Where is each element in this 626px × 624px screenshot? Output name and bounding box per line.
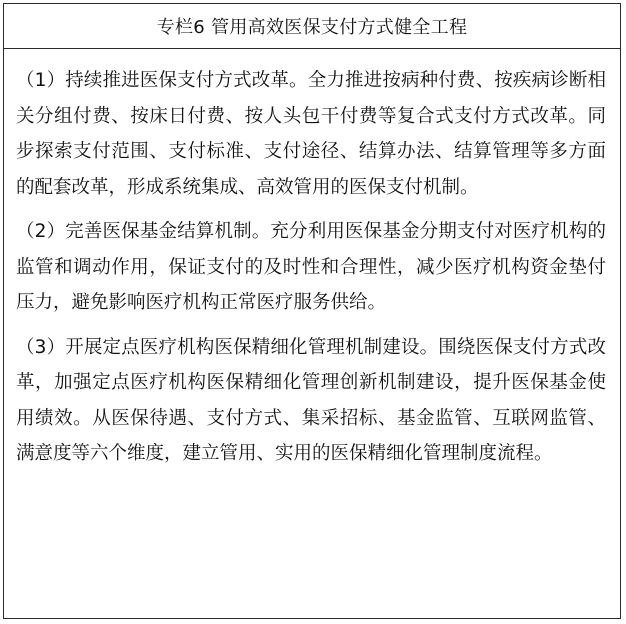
column-box: [3, 3, 621, 619]
box-content: [4, 49, 620, 472]
paragraph-1: （1）持续推进医保支付方式改革。全力推进按病种付费、按疾病诊断相关分组付费、按床日付费、按人头包干付费等复合式支付方式改革。同步探索支付范围、支付标准、支付途径、结算办法、结算管理等多方面的配套改革，形成系统集成、高效管用的医保支付机制。: [16, 70, 606, 198]
box-title: 专栏6 管用高效医保支付方式健全工程: [4, 4, 620, 49]
paragraph-3: （3）开展定点医疗机构医保精细化管理机制建设。围绕医保支付方式改革，加强定点医疗机构医保精细化管理创新机制建设，提升医保基金使用绩效。从医保待遇、支付方式、集采招标、基金监管、互联网监管、满意度等六个维度，建立管用、实用的医保精细化管理制度流程。: [16, 336, 606, 464]
paragraph-2: （2）完善医保基金结算机制。充分利用医保基金分期支付对医疗机构的监管和调动作用，保证支付的及时性和合理性，减少医疗机构资金垫付压力，避免影响医疗机构正常医疗服务供给。: [16, 221, 606, 313]
